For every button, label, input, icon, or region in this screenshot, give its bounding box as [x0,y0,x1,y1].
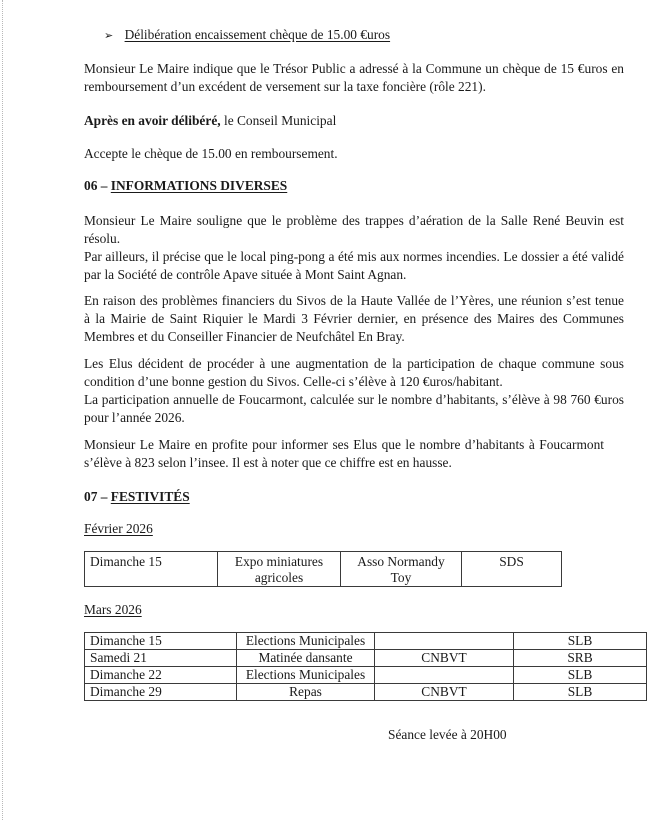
section-07-heading [84,489,190,505]
cell-event: Repas [237,684,375,701]
table-row [85,667,647,684]
cell-date: Dimanche 22 [85,667,237,684]
section-number: 07 – [84,489,111,504]
info-paragraph-3 [84,355,624,427]
cell-venue: SLB [514,633,647,650]
table-row [85,684,647,701]
table-row [85,650,647,667]
arrow-bullet-icon: ➢ [104,30,114,42]
fevrier-events-table [84,551,562,587]
text-line: résolu. [84,231,121,246]
text-line: Les Elus décident de procéder à une augmentation de la participation de chaque commune sous [84,356,624,371]
info-paragraph-4 [84,436,624,472]
text-line: Par ailleurs, il précise que le local ping-pong a été mis aux normes incendies. Le dossier a été validé [84,249,624,264]
info-paragraph-1 [84,212,624,284]
cell-date: Dimanche 15 [85,633,237,650]
cell-event: Expo miniatures agricoles [218,552,341,587]
text-line: par la Société de contrôle Apave située à Mont Saint Agnan. [84,267,407,282]
table-row [85,552,562,587]
cell-organizer [375,667,514,684]
decision-line [84,113,336,129]
cell-organizer [375,633,514,650]
cell-venue: SLB [514,667,647,684]
section-number: 06 – [84,178,111,193]
closing-text: Séance levée à 20H00 [388,727,507,742]
text-line: condition d’une bonne gestion du Sivos. Celle-ci s’élève à 120 €uros/habitant. [84,374,503,389]
section-title: INFORMATIONS DIVERSES [110,178,288,193]
cell-organizer: Asso Normandy Toy [341,552,462,587]
cell-venue: SRB [514,650,647,667]
deliberation-heading [104,27,390,43]
cell-date: Dimanche 15 [85,552,218,587]
table-row [85,633,647,650]
info-paragraph-2 [84,292,624,346]
text-line: La participation annuelle de Foucarmont, calculée sur le nombre d’habitants, s’élève à 98 760 €uros [84,392,624,407]
text-line: Monsieur Le Maire en profite pour informer ses Elus que le nombre d’habitants à Foucarmont [84,437,604,452]
text-line: Monsieur Le Maire indique que le Trésor Public a adressé à la Commune un chèque de 15 €uros en [84,61,624,76]
cell-event: Elections Municipales [237,633,375,650]
scan-edge-line [2,0,4,820]
cell-event: Elections Municipales [237,667,375,684]
cell-date: Dimanche 29 [85,684,237,701]
cell-date: Samedi 21 [85,650,237,667]
decision-text: Accepte le chèque de 15.00 en remboursement. [84,146,338,161]
deliberation-paragraph [84,60,624,96]
text-line: Membres et du Conseiller Financier de Neufchâtel En Bray. [84,329,405,344]
cell-event: Matinée dansante [237,650,375,667]
text-line: remboursement d’un excédent de versement sur la taxe foncière (rôle 221). [84,79,486,94]
text-line: s’élève à 823 selon l’insee. Il est à noter que ce chiffre est en hausse. [84,455,452,470]
text-line: Monsieur Le Maire souligne que le problème des trappes d’aération de la Salle René Beuvin est [84,213,624,228]
decision-rest-text: le Conseil Municipal [220,113,337,128]
text-line: à la Mairie de Saint Riquier le Mardi 3 Février dernier, en présence des Maires des Communes [84,311,624,326]
text-line: pour l’année 2026. [84,410,185,425]
deliberation-title: Délibération encaissement chèque de 15.00 €uros [124,27,391,42]
cell-organizer: CNBVT [375,684,514,701]
mars-heading: Mars 2026 [84,602,142,617]
text-line: En raison des problèmes financiers du Sivos de la Haute Vallée de l’Yères, une réunion s’est tenue [84,293,624,308]
fevrier-heading: Février 2026 [84,521,153,536]
section-06-heading [84,178,287,194]
decision-bold-text: Après en avoir délibéré, [84,113,221,128]
section-title: FESTIVITÉS [110,489,190,504]
mars-events-table [84,632,647,701]
cell-venue: SLB [514,684,647,701]
cell-venue: SDS [462,552,562,587]
cell-organizer: CNBVT [375,650,514,667]
